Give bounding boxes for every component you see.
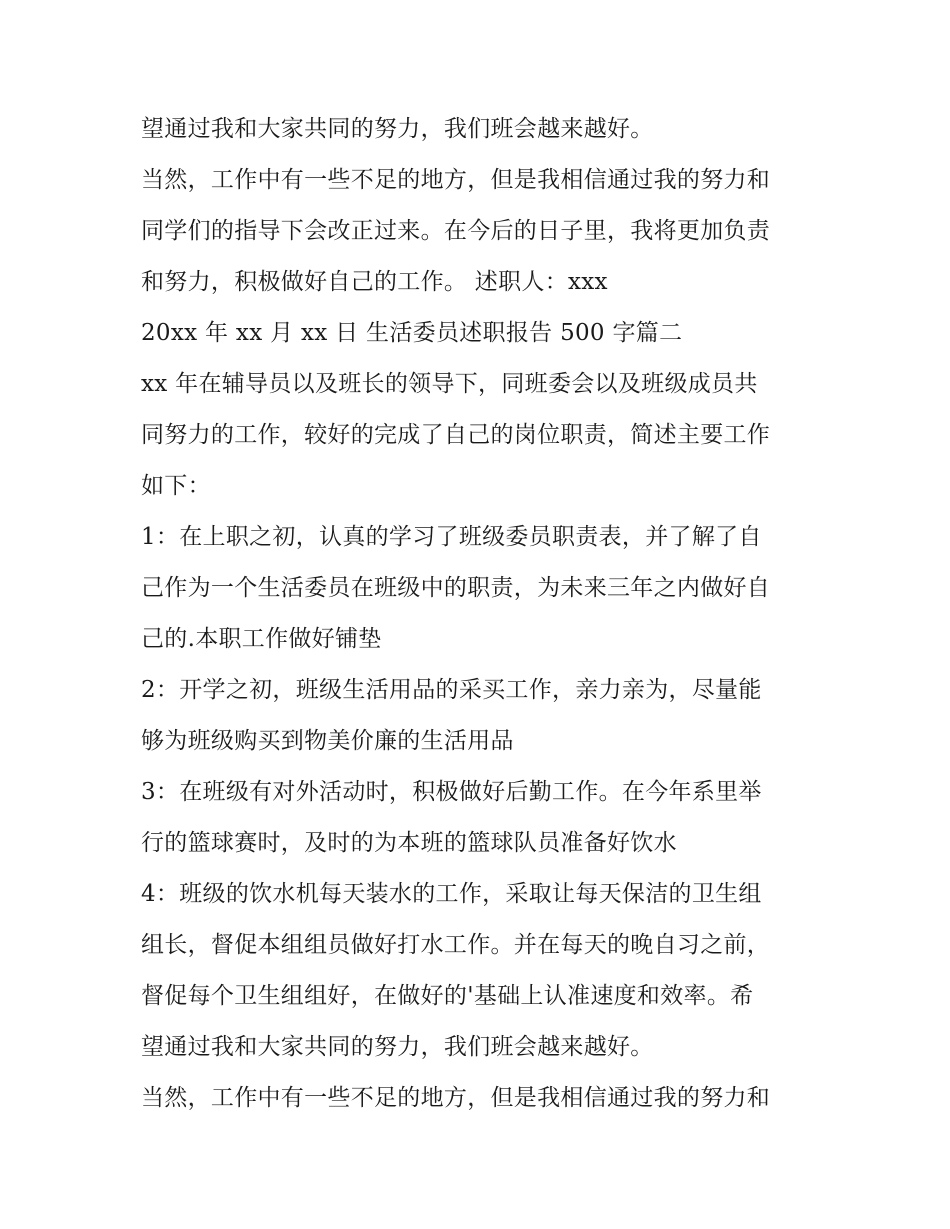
text-line: 己的.本职工作做好铺垫 (141, 626, 382, 652)
text-line: 同学们的指导下会改正过来。在今后的日子里，我将更加负责 (141, 218, 771, 244)
text-line: 够为班级购买到物美价廉的生活用品 (141, 728, 514, 754)
text-line: 组长，督促本组组员做好打水工作。并在每天的晚自习之前， (141, 932, 771, 958)
document-text-body (141, 104, 821, 1124)
text-line: xx 年在辅导员以及班长的领导下，同班委会以及班级成员共 (141, 371, 758, 397)
text-line: 1：在上职之初，认真的学习了班级委员职责表，并了解了自 (141, 524, 762, 550)
text-line: 同努力的工作，较好的完成了自己的岗位职责，简述主要工作 (141, 422, 771, 448)
text-line: 如下： (141, 473, 211, 499)
text-line: 当然，工作中有一些不足的地方，但是我相信通过我的努力和 (141, 167, 771, 193)
text-line: 和努力，积极做好自己的工作。 述职人：xxx (141, 269, 608, 295)
text-line: 2：开学之初，班级生活用品的采买工作，亲力亲为，尽量能 (141, 677, 762, 703)
text-line: 望通过我和大家共同的努力，我们班会越来越好。 (141, 116, 654, 142)
text-line: 己作为一个生活委员在班级中的职责，为未来三年之内做好自 (141, 575, 771, 601)
text-line: 行的篮球赛时，及时的为本班的篮球队员准备好饮水 (141, 830, 677, 856)
text-line: 当然，工作中有一些不足的地方，但是我相信通过我的努力和 (141, 1085, 771, 1111)
text-line: 20xx 年 xx 月 xx 日 生活委员述职报告 500 字篇二 (141, 320, 683, 346)
text-line: 4：班级的饮水机每天装水的工作，采取让每天保洁的卫生组 (141, 881, 762, 907)
text-line: 3：在班级有对外活动时，积极做好后勤工作。在今年系里举 (141, 779, 762, 805)
text-line: 督促每个卫生组组好，在做好的'基础上认准速度和效率。希 (141, 983, 754, 1009)
text-line: 望通过我和大家共同的努力，我们班会越来越好。 (141, 1034, 654, 1060)
